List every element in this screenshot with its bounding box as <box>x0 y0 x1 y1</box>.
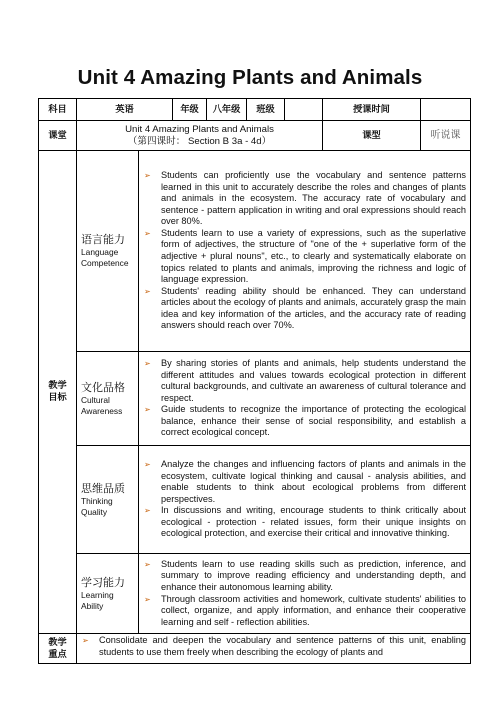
key-points-label-line2: 重点 <box>48 648 67 659</box>
key-points-label <box>39 634 77 664</box>
lesson-name-cell <box>77 121 323 151</box>
category-language <box>77 151 139 352</box>
category-en2: Awareness <box>81 405 123 416</box>
category-en2: Competence <box>81 258 129 268</box>
category-thinking <box>77 446 139 554</box>
goal-row-learning <box>39 554 471 634</box>
bullet-item: ➢ Students can proficiently use the vocabulary and sentence patterns learned in this unit to accurately describe the roles and changes of plants and animals in the ecosystem. The accuracy rate of vocabulary and sentence - pattern application in writing and oral expressions should reach over 80%. <box>144 170 466 227</box>
lesson-type-value: 听说课 <box>421 121 471 151</box>
grade-value: 八年级 <box>207 99 247 121</box>
category-en2: Quality <box>81 506 108 517</box>
category-zh: 语言能力 <box>81 234 125 246</box>
bullet-item: ➢ Students learn to use reading skills such as prediction, inference, and summary to improve reading efficiency and understanding depth, and enhance their autonomous learning ability. <box>144 558 466 592</box>
class-value <box>285 99 323 121</box>
arrow-bullet-icon: ➢ <box>144 594 151 604</box>
bullet-cell <box>139 352 471 446</box>
category-en2: Ability <box>81 600 104 611</box>
category-cultural <box>77 352 139 446</box>
key-points-cell <box>77 634 471 664</box>
arrow-bullet-icon: ➢ <box>144 559 151 569</box>
key-points-row <box>39 634 471 664</box>
lesson-label: 课堂 <box>39 121 77 151</box>
category-en1: Learning <box>81 589 114 600</box>
page-title: Unit 4 Amazing Plants and Animals <box>77 66 423 89</box>
lesson-row <box>39 121 471 151</box>
category-zh: 思维品质 <box>81 482 125 495</box>
arrow-bullet-icon: ➢ <box>144 171 151 181</box>
time-value <box>421 99 471 121</box>
category-learning <box>77 554 139 634</box>
bullet-cell <box>139 151 471 352</box>
lesson-name-line2: （第四课时： Section B 3a - 4d） <box>127 135 272 147</box>
goals-label <box>39 151 77 634</box>
goal-row-thinking <box>39 446 471 554</box>
bullet-item: ➢ Students' reading ability should be enhanced. They can understand articles about the ecology of plants and animals, accurately grasp the main idea and key information of the articles, and the accuracy rate of reading answers should reach over 70%. <box>144 285 466 331</box>
subject-value: 英语 <box>77 99 173 121</box>
category-zh: 学习能力 <box>81 576 125 589</box>
subject-label: 科目 <box>39 99 77 121</box>
goals-label-line2: 目标 <box>48 392 67 402</box>
category-en1: Cultural <box>81 394 110 405</box>
arrow-bullet-icon: ➢ <box>82 636 89 645</box>
bullet-item: ➢ Consolidate and deepen the vocabulary and sentence patterns of this unit, enabling students to use them freely when describing the ecology of plants and <box>82 635 466 657</box>
category-en1: Thinking <box>81 495 113 506</box>
class-label: 班级 <box>247 99 285 121</box>
bullet-item: ➢ Students learn to use a variety of expressions, such as the superlative form of adjectives, the structure of "one of the + superlative form of the adjective + plural nouns", etc., to clearly and systematically elaborate on topics related to plants and animals, improving the richness and logic of language expression. <box>144 227 466 285</box>
lesson-type-label: 课型 <box>323 121 421 151</box>
bullet-item: ➢ Analyze the changes and influencing factors of plants and animals in the ecosystem, cultivate logical thinking and causal - analysis abilities, and enable students to think about ecological problems from different perspectives. <box>144 459 466 504</box>
arrow-bullet-icon: ➢ <box>144 359 151 369</box>
bullet-item: ➢ By sharing stories of plants and animals, help students understand the different attitudes and values towards ecological protection in different cultural backgrounds, and cultivate an awareness of cultural tolerance and respect. <box>144 358 466 403</box>
arrow-bullet-icon: ➢ <box>144 506 151 516</box>
category-en1: Language <box>81 247 119 257</box>
arrow-bullet-icon: ➢ <box>144 228 151 238</box>
goal-row-cultural <box>39 352 471 446</box>
bullet-item: ➢ In discussions and writing, encourage students to think critically about ecological - protection - related issues, form their unique insights on ecological protection, and exercise their critical and innovative thinking. <box>144 505 466 539</box>
arrow-bullet-icon: ➢ <box>144 460 151 470</box>
header-row <box>39 99 471 121</box>
goal-row-language <box>39 151 471 352</box>
lesson-plan-table <box>38 98 471 664</box>
lesson-name-line1: Unit 4 Amazing Plants and Animals <box>125 123 274 135</box>
arrow-bullet-icon: ➢ <box>144 286 151 296</box>
grade-label: 年级 <box>173 99 207 121</box>
arrow-bullet-icon: ➢ <box>144 405 151 415</box>
category-zh: 文化品格 <box>81 381 125 394</box>
time-label: 授课时间 <box>323 99 421 121</box>
goals-label-line1: 教学 <box>48 380 67 391</box>
bullet-cell <box>139 446 471 554</box>
bullet-cell <box>139 554 471 634</box>
bullet-item: ➢ Through classroom activities and homework, cultivate students' abilities to collect, organize, and apply information, and enhance their cooperative learning and self - reflection abilities. <box>144 593 466 627</box>
key-points-label-line1: 教学 <box>48 636 67 647</box>
bullet-item: ➢ Guide students to recognize the importance of protecting the ecological balance, enhance their sense of social responsibility, and establish a correct ecological concept. <box>144 404 466 438</box>
